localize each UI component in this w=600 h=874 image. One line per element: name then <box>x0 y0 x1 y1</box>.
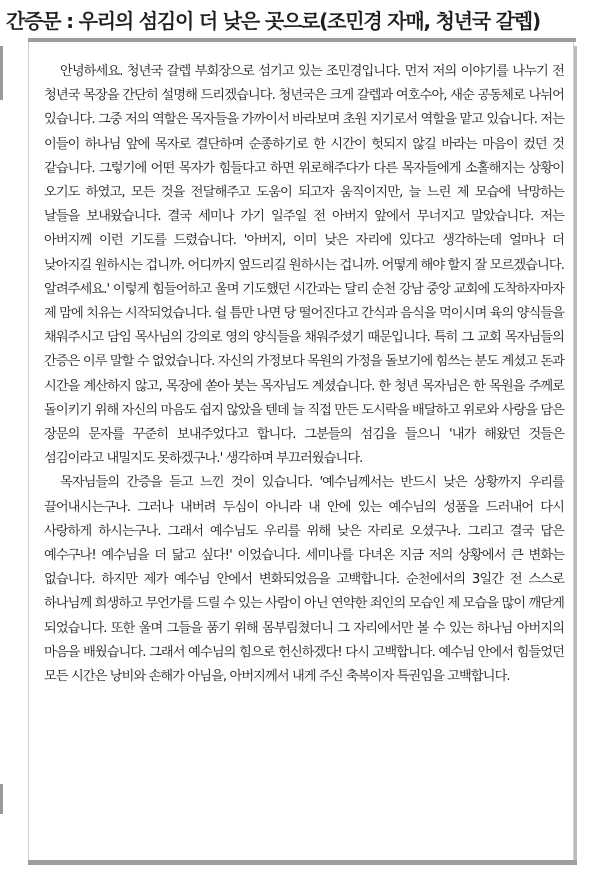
paragraph: 안녕하세요. 청년국 갈렙 부회장으로 섬기고 있는 조민경입니다. 먼저 저의 이야기를 나누기 전 청년국 목장을 간단히 설명해 드리겠습니다. 청년국은 크게 갈렙과 여호수아, 새순 공동체로 나뉘어 있습니다. 그중 저의 역할은 목자들을 가까이서 바라보며 초원 지기로서 역할을 맡고 있습니다. 저는 이들이 하나님 앞에 목자로 결단하며 순종하기로 한 시간이 헛되지 않길 바라는 마음이 컸던 것 같습니다. 그렇기에 어떤 목자가 힘들다고 하면 위로해주다가 다른 목자들에게 소홀해지는 상황이 오기도 하였고, 모든 것을 전달해주고 도움이 되고자 움직이지만, 늘 느린 제 모습에 낙망하는 날들을 보내왔습니다. 결국 세미나 가기 일주일 전 아버지 앞에서 무너지고 말았습니다. 저는 아버지께 이런 기도를 드렸습니다. '아버지, 이미 낮은 자리에 있다고 생각하는데 얼마나 더 낮아지길 원하시는 겁니까. 어디까지 엎드리길 원하시는 겁니까. 어떻게 해야 할지 잘 모르겠습니다. 알려주세요.' 이렇게 힘들어하고 울며 기도했던 시간과는 달리 순천 강남 중앙 교회에 도착하자마자 제 맘에 치유는 시작되었습니다. 쉴 틈만 나면 당 떨어진다고 간식과 음식을 먹이시며 육의 양식들을 채워주시고 담임 목사님의 강의로 영의 양식들을 채워주셨기 때문입니다. 특히 그 교회 목자님들의 간증은 이루 말할 수 없었습니다. 자신의 가정보다 목원의 가정을 돌보기에 힘쓰는 분도 계셨고 돈과 시간을 계산하지 않고, 목장에 쏟아 붓는 목자님도 계셨습니다. 한 청년 목자님은 한 목원을 주께로 돌이키기 위해 자신의 마음도 쉽지 않았을 텐데 늘 직접 만든 도시락을 배달하고 위로와 사랑을 담은 장문의 문자를 꾸준히 보내주었다고 합니다. 그분들의 섬김을 들으니 '내가 해왔던 것들은 섬김이라고 내밀지도 못하겠구나.' 생각하며 부끄러웠습니다. <box>44 64 564 467</box>
article-header <box>0 0 600 44</box>
left-margin-mark <box>0 784 3 814</box>
article-body <box>44 60 564 689</box>
left-margin-mark <box>0 46 3 100</box>
article-title: 간증문 : 우리의 섬김이 더 낮은 곳으로(조민경 자매, 청년국 갈렙) <box>6 9 540 33</box>
bottom-rule <box>28 860 577 865</box>
paragraph: 목자님들의 간증을 듣고 느낀 것이 있습니다. '예수님께서는 반드시 낮은 상황까지 우리를 끌어내시는구나. 그러나 내버려 두심이 아니라 내 안에 있는 예수님의 성품을 드러내어 다시 사랑하게 하시는구나. 그래서 예수님도 우리를 위해 낮은 자리로 오셨구나. 그리고 결국 답은 예수구나! 예수님을 더 닮고 싶다!' 이었습니다. 세미나를 다녀온 지금 저의 상황에서 큰 변화는 없습니다. 하지만 제가 예수님 안에서 변화되었음을 고백합니다. 순천에서의 3일간 전 스스로 하나님께 희생하고 무언가를 드릴 수 있는 사람이 아닌 연약한 죄인의 모습인 제 모습을 많이 깨닫게 되었습니다. 또한 울며 그들을 품기 위해 몸부림쳤더니 그 자리에서만 볼 수 있는 하나님 아버지의 마음을 배웠습니다. 그래서 예수님의 힘으로 헌신하겠다! 다시 고백합니다. 예수님 안에서 힘들었던 모든 시간은 낭비와 손해가 아님을, 아버지께서 내게 주신 축복이자 특권임을 고백합니다. <box>44 475 564 685</box>
box-shadow <box>574 46 577 864</box>
